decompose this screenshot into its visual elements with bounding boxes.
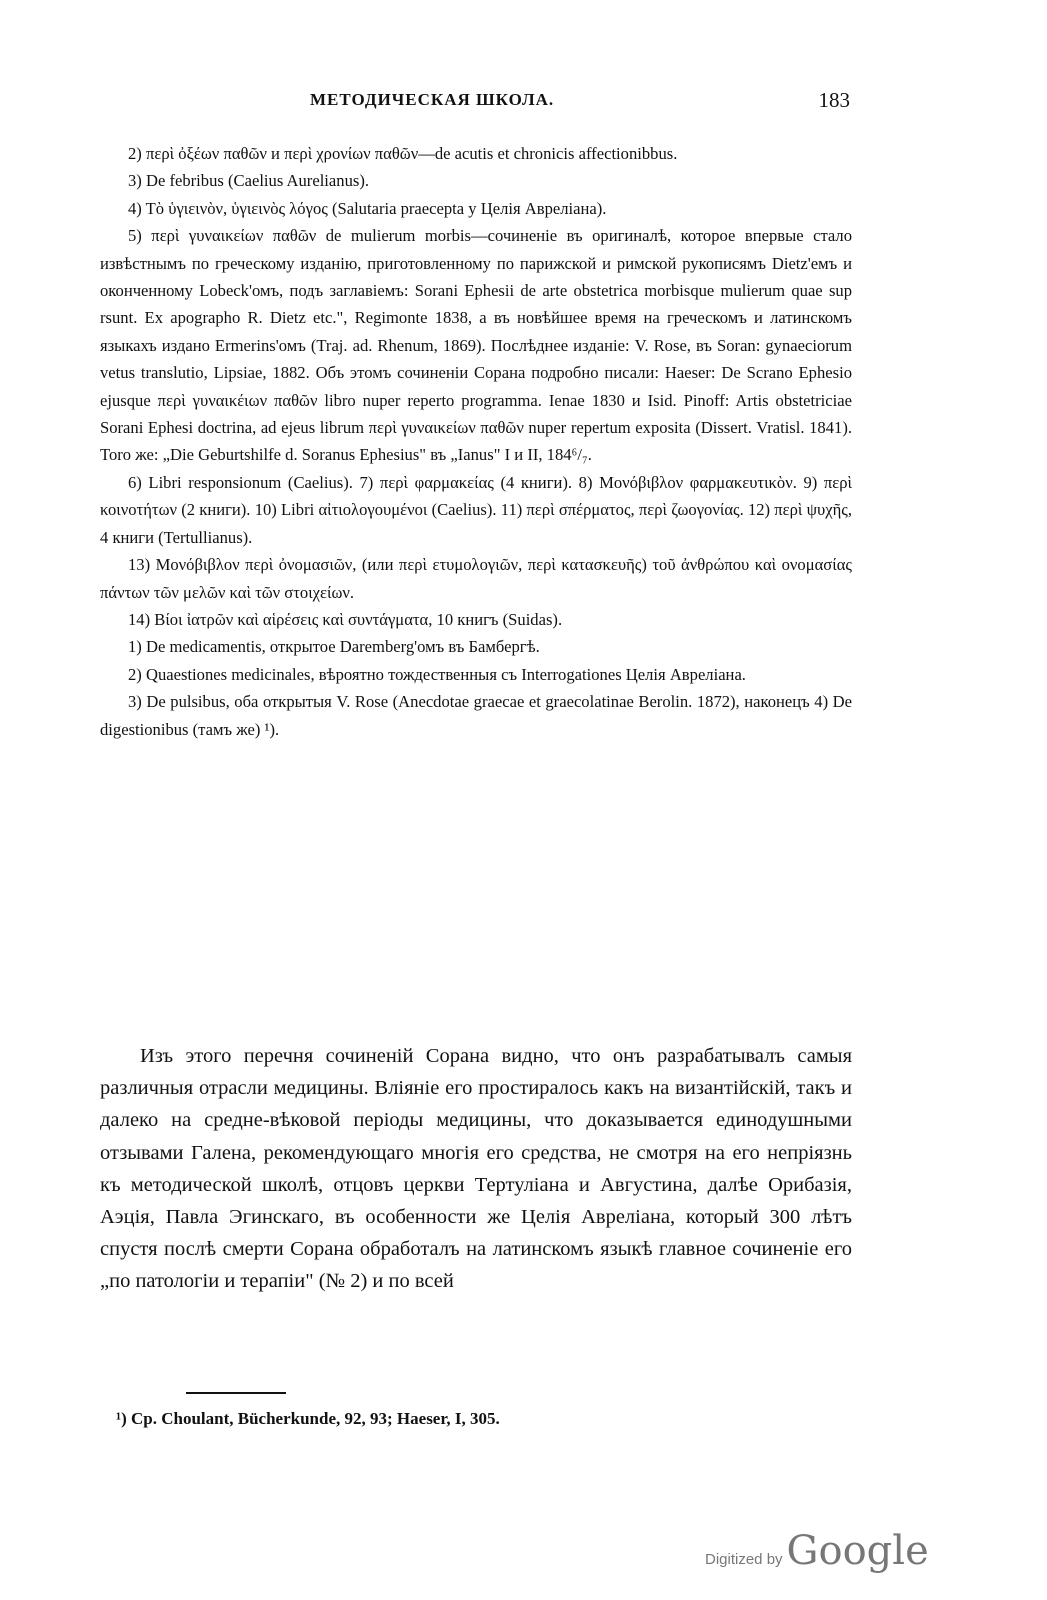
main-text <box>100 1040 852 1298</box>
body-paragraph: Изъ этого перечня сочиненій Сорана видно, что онъ разрабатывалъ самыя различныя отрасли медицины. Вліяніе его простиралось какъ на византійскій, такъ и далеко на средне-вѣковой періоды медицины, что доказывается единодушными отзывами Галена, рекомендующаго многія его средства, не смотря на его непріязнь къ методической школѣ, отцовъ церкви Тертуліана и Августина, далѣе Орибазія, Аэція, Павла Эгинскаго, въ особенности же Целія Авреліана, который 300 лѣтъ спустя послѣ смерти Сорана обработалъ на латинскомъ языкѣ главное сочиненіе его „по патологіи и терапіи" (№ 2) и по всей <box>100 1045 852 1293</box>
work-item: 14) Βίοι ἰατρῶν καὶ αἱρέσεις καὶ συντάγματα, 10 книгъ (Suidas). <box>128 609 563 629</box>
digitized-watermark <box>705 1528 929 1574</box>
page-number: 183 <box>818 88 850 112</box>
page-header <box>100 88 850 118</box>
extra-work-item: 1) De medicamentis, открытое Daremberg'омъ въ Бамбергѣ. <box>128 637 540 657</box>
works-list <box>100 140 852 743</box>
work-item: 2) περὶ ὀξέων παθῶν и περὶ χρονίων παθῶν—de acutis et chronicis affectionibbus. <box>128 144 678 163</box>
work-item: 3) De febribus (Caelius Aurelianus). <box>128 171 370 191</box>
footnote: ¹) Cp. Choulant, Bücherkunde, 92, 93; Haeser, I, 305. <box>116 1409 500 1428</box>
work-item: 6) Libri responsionum (Caelius). 7) περὶ φαρμακείας (4 книги). 8) Μονόβιβλον φαρμακευτικὸν. 9) περὶ κοινοτήτων (2 книги). 10) Libri αἰτιολογουμένοι (Caelius). 11) περὶ σπέρματος, περὶ ζωογονίας. 12) περὶ ψυχῆς, 4 книги (Tertullianus). <box>100 472 852 547</box>
work-item: 5) περὶ γυναικείων παθῶν de mulierum morbis—сочиненіе въ оригиналѣ, которое впервые стало извѣстнымъ по греческому изданію, приготовленному по парижской и римской рукописямъ Dietz'емъ и оконченному Lobeck'омъ, подъ заглавіемъ: Sorani Ephesii de arte obstetrica morbisque mulierum quae sup rsunt. Ex apographo R. Dietz etc.", Regimonte 1838, а въ новѣйшее время на греческомъ и латинскомъ языкахъ издано Ermerins'омъ (Traj. ad. Rhenum, 1869). Послѣднее изданіе: V. Rose, въ Soran: gynaeciorum vetus translutio, Lipsiae, 1882. Объ этомъ сочиненіи Сорана подробно писали: Haeser: De Scrano Ephesio ejusque περὶ γυναικέιων παθῶν libro nuper reperto programma. Ienae 1830 и Isid. Pinoff: Artis obstetriciae Sorani Ephesi doctrina, ad ejeus librum περὶ γυναικείων παθῶν nuper repertum exposita (Dissert. Vratisl. 1841). Toro же: „Die Geburtshilfe d. Soranus Ephesius" въ „Ianus" I и II, 184⁶/₇. <box>100 226 852 465</box>
google-logo: Google <box>786 1528 929 1574</box>
work-item: 13) Μονόβιβλον περὶ ὀνομασιῶν, (или περὶ ετυμολογιῶν, περὶ κατασκευῆς) τοῦ ἀνθρώπου καὶ ονομασίας πάντων τῶν μελῶν καὶ τῶν στοιχείων. <box>100 555 852 602</box>
extra-work-item: 3) De pulsibus, оба открытыя V. Rose (Anecdotae graecae et graecolatinae Berolin. 1872), наконецъ 4) De digestionibus (тамъ же) ¹). <box>100 692 852 739</box>
footnote-rule <box>186 1392 286 1394</box>
work-item: 4) Τὸ ὑγιεινὸν, ὑγιεινὸς λόγος (Salutaria praecepta у Целія Авреліана). <box>128 198 607 218</box>
watermark-prefix: Digitized by <box>705 1551 783 1568</box>
running-title: МЕТОДИЧЕСКАЯ ШКОЛА. <box>310 90 555 109</box>
extra-work-item: 2) Quaestiones medicinales, вѣроятно тождественныя съ Interrogationes Целія Авреліана. <box>128 664 746 684</box>
